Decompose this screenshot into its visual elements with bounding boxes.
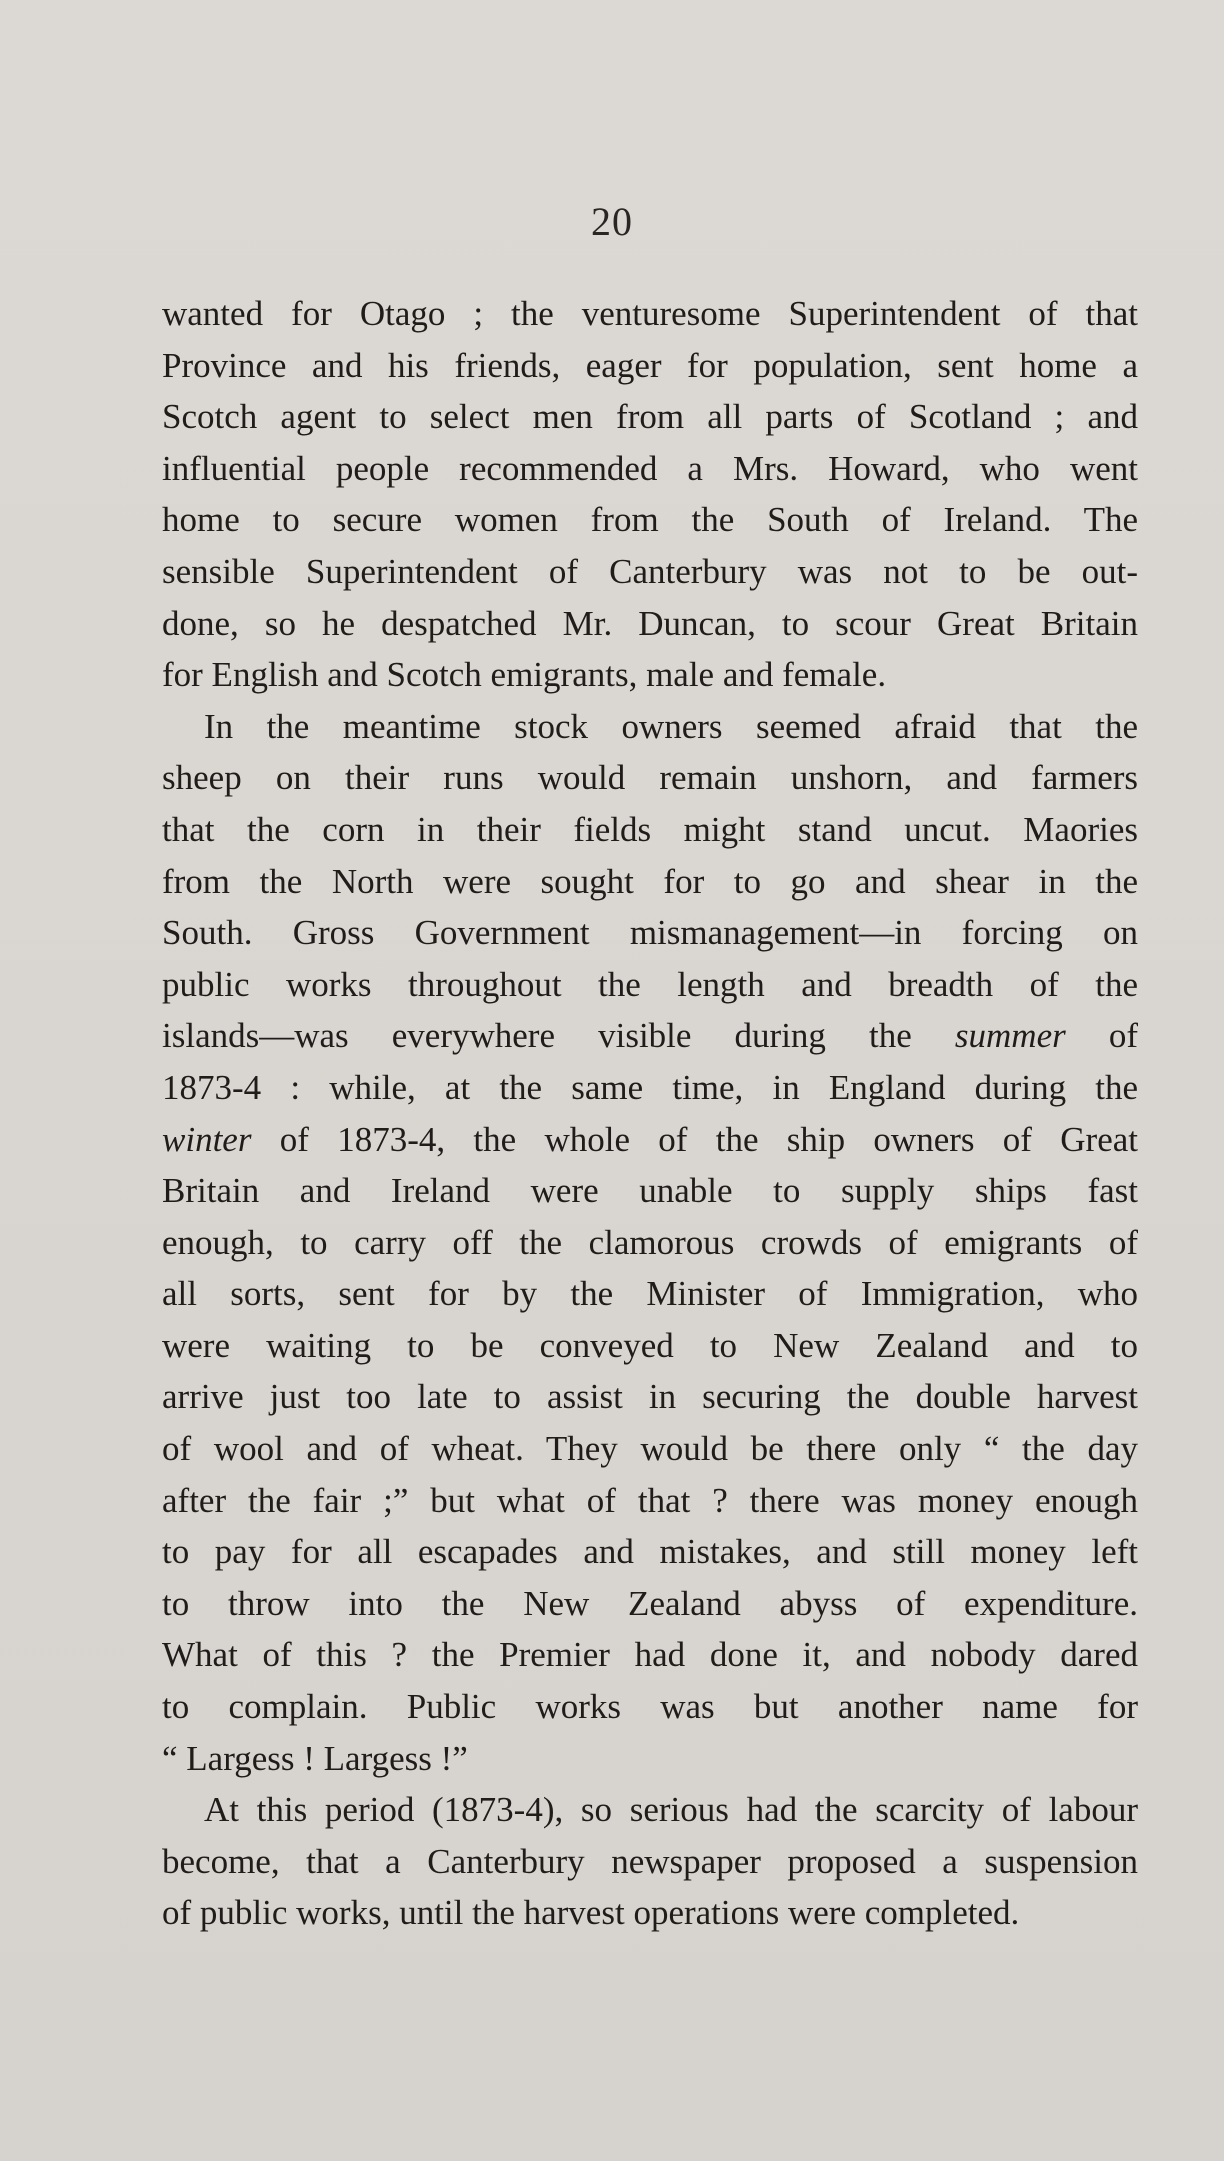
italic-word: summer — [954, 1016, 1066, 1056]
text-line: sensible Superintendent of Canterbury was not to be out- — [162, 551, 1138, 591]
text-line: public works throughout the length and breadth of the — [162, 964, 1138, 1004]
text-line: enough, to carry off the clamorous crowds of emigrants of — [162, 1222, 1138, 1262]
text-line: Scotch agent to select men from all parts of Scotland ; and — [162, 397, 1138, 437]
text-line: of public works, until the harvest operations were completed. — [162, 1893, 1020, 1933]
text-line: all sorts, sent for by the Minister of Immigration, who — [162, 1274, 1138, 1314]
text-line: of wool and of wheat. They would be there only “ the day — [162, 1429, 1138, 1469]
text-line: “ Largess ! Largess !” — [162, 1738, 468, 1778]
text-line: Britain and Ireland were unable to supply ships fast — [162, 1171, 1138, 1211]
text-line: were waiting to be conveyed to New Zealand and to — [162, 1325, 1138, 1365]
text-line: In the meantime stock owners seemed afraid that the — [204, 706, 1138, 746]
body-text — [162, 288, 1138, 1939]
text-line: arrive just too late to assist in securing the double harvest — [162, 1377, 1138, 1417]
text-line: islands—was everywhere visible during the summer of — [162, 1016, 1138, 1056]
text-line: that the corn in their fields might stand uncut. Maories — [162, 809, 1138, 849]
text-line: influential people recommended a Mrs. Howard, who went — [162, 448, 1138, 488]
text-line: from the North were sought for to go and shear in the — [162, 861, 1138, 901]
text-line: South. Gross Government mismanagement—in forcing on — [162, 913, 1138, 953]
text-line: wanted for Otago ; the venturesome Superintendent of that — [162, 294, 1138, 333]
text-line: Province and his friends, eager for population, sent home a — [162, 345, 1138, 385]
italic-word: winter — [162, 1119, 252, 1159]
text-line: after the fair ;” but what of that ? there was money enough — [162, 1480, 1138, 1520]
text-line: winter of 1873-4, the whole of the ship owners of Great — [162, 1119, 1138, 1159]
text-line: to throw into the New Zealand abyss of expenditure. — [162, 1583, 1138, 1623]
text-line: At this period (1873-4), so serious had the scarcity of labour — [204, 1790, 1138, 1830]
text-line: to pay for all escapades and mistakes, and still money left — [162, 1532, 1138, 1572]
text-line: for English and Scotch emigrants, male and female. — [162, 655, 887, 695]
text-line: to complain. Public works was but another name for — [162, 1687, 1138, 1727]
text-line: home to secure women from the South of Ireland. The — [162, 500, 1138, 540]
text-line: What of this ? the Premier had done it, and nobody dared — [162, 1635, 1138, 1675]
text-line: become, that a Canterbury newspaper proposed a suspension — [162, 1841, 1138, 1881]
text-line: sheep on their runs would remain unshorn, and farmers — [162, 758, 1138, 798]
page-number: 20 — [591, 199, 633, 244]
text-line: 1873-4 : while, at the same time, in England during the — [162, 1067, 1138, 1107]
text-line: done, so he despatched Mr. Duncan, to scour Great Britain — [162, 603, 1138, 643]
